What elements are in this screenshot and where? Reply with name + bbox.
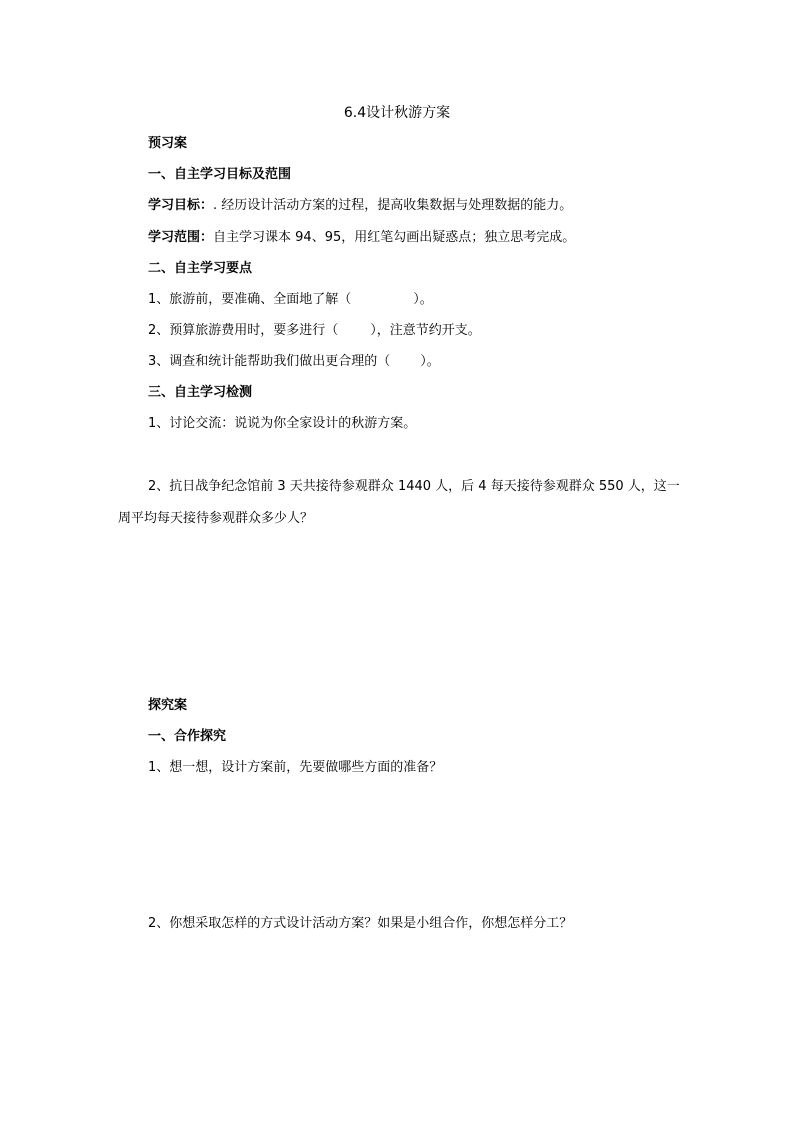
self-test-item-2-line-2: 周平均每天接待参观群众多少人？ bbox=[118, 511, 314, 526]
key-point-1-text: 1、旅游前，要准确、全面地了解（ bbox=[148, 292, 352, 307]
key-point-3 bbox=[148, 353, 440, 371]
learning-goal-text: . 经历设计活动方案的过程，提高收集数据与处理数据的能力。 bbox=[213, 198, 573, 213]
section-heading-key-points: 二、自主学习要点 bbox=[148, 261, 253, 276]
learning-scope-line bbox=[148, 229, 575, 247]
key-point-2 bbox=[148, 322, 481, 340]
explore-heading: 探究案 bbox=[148, 698, 188, 713]
preview-heading: 预习案 bbox=[148, 136, 188, 151]
key-point-2-text: 2、预算旅游费用时，要多进行（ bbox=[148, 323, 339, 338]
explore-item-2: 2、你想采取怎样的方式设计活动方案？如果是小组合作，你想怎样分工？ bbox=[148, 916, 573, 931]
self-test-item-2-line-1: 2、抗日战争纪念馆前 3 天共接待参观群众 1440 人，后 4 每天接待参观群众 550 人，这一 bbox=[148, 479, 680, 494]
learning-scope-text: 自主学习课本 94、95，用红笔勾画出疑惑点；独立思考完成。 bbox=[213, 230, 576, 245]
learning-goal-line bbox=[148, 197, 572, 215]
document-title: 6.4设计秋游方案 bbox=[343, 105, 451, 121]
key-point-1-tail: ）。 bbox=[413, 292, 433, 307]
explore-item-1: 1、想一想，设计方案前，先要做哪些方面的准备？ bbox=[148, 760, 443, 775]
section-heading-self-test: 三、自主学习检测 bbox=[148, 385, 253, 400]
self-test-item-1: 1、讨论交流：说说为你全家设计的秋游方案。 bbox=[148, 416, 417, 431]
key-point-1 bbox=[148, 291, 433, 309]
key-point-3-text: 3、调查和统计能帮助我们做出更合理的（ bbox=[148, 354, 391, 369]
section-heading-goals: 一、自主学习目标及范围 bbox=[148, 167, 292, 182]
key-point-2-tail: ），注意节约开支。 bbox=[370, 323, 481, 338]
key-point-3-tail: ）。 bbox=[420, 354, 440, 369]
learning-scope-label: 学习范围： bbox=[148, 230, 214, 245]
learning-goal-label: 学习目标： bbox=[148, 198, 214, 213]
section-heading-cooperation: 一、合作探究 bbox=[148, 729, 227, 744]
